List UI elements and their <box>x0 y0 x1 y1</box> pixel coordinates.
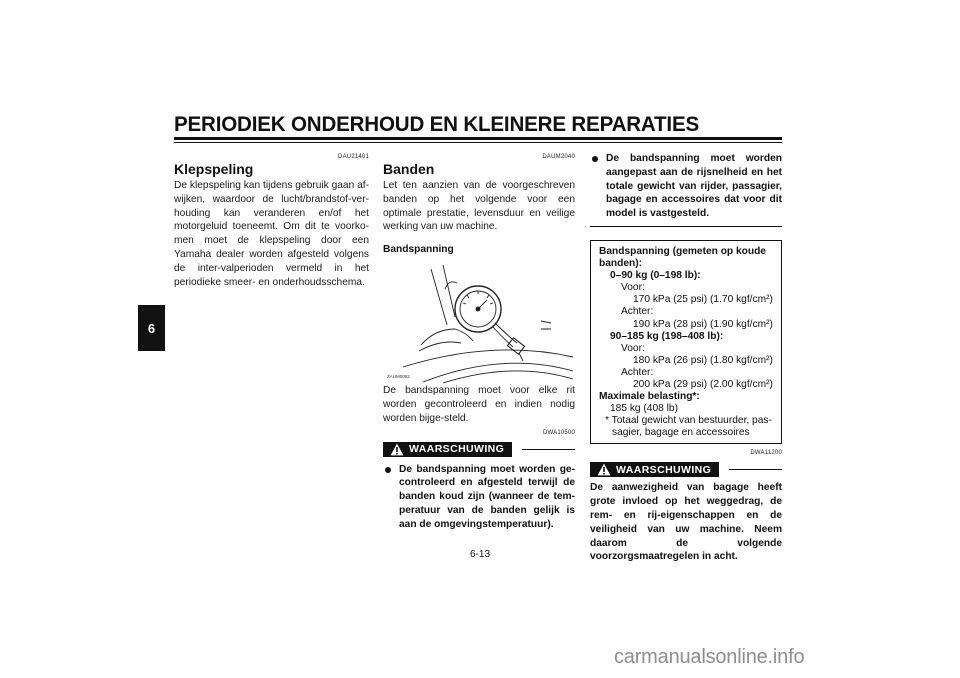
title-rule <box>174 137 782 140</box>
spec-title: Bandspanning (gemeten op koude banden): <box>599 245 766 270</box>
spec-front-value-2: 180 kPa (26 psi) (1.80 kgf/cm²) <box>633 354 773 366</box>
warning-label: WAARSCHUWING <box>409 443 505 456</box>
warning-triangle-icon <box>390 443 404 456</box>
page-title: PERIODIEK ONDERHOUD EN KLEINERE REPARATIES <box>174 113 700 136</box>
banden-intro-text: Let ten aanzien van de voorgeschreven banden op het volgende voor een optimale prestatie, levensduur en veilige werking van uw machine. <box>383 180 575 233</box>
klepspeling-text: De klepspeling kan tijdens gebruik gaan af-wijken, waardoor de lucht/brandstof-ver-houding kan veranderen en/of het motorgeluid toeneemt. Om dit te voorko-men moet de klepspeling door een Yamaha dealer worden afgesteld volgens de inter-valperioden vermeld in het periodieke smeer- en onderhoudsschema. <box>174 180 369 288</box>
list-item <box>590 152 782 221</box>
warning-header <box>383 442 575 457</box>
watermark: carmanualsonline.info <box>614 646 805 668</box>
tire-pressure-spec-box <box>590 240 782 445</box>
spec-max-load-value: 185 kg (408 lb) <box>610 403 678 415</box>
left-column <box>174 150 369 289</box>
right-column <box>590 152 782 564</box>
bullet-icon <box>592 156 598 162</box>
warning-code: DWA10500 <box>542 429 575 436</box>
illustration-code: ZAUM0082 <box>387 374 410 380</box>
warning-header <box>590 462 782 477</box>
chapter-tab: 6 <box>138 305 165 351</box>
bullet-icon <box>385 467 391 473</box>
tire-pressure-gauge-illustration <box>383 259 575 384</box>
spec-front-value-1: 170 kPa (25 psi) (1.70 kgf/cm²) <box>633 294 773 306</box>
spec-max-load-label: Maximale belasting*: <box>599 391 700 403</box>
baggage-warning-text: De aanwezigheid van bagage heeft grote invloed op het weggedrag, de rem- en rij-eigenschappen en de veiligheid van uw machine. Neem daarom de volgende voorzorgsmaatregelen in acht. <box>590 482 782 563</box>
warning-rule <box>729 469 782 470</box>
section-code: DAUM2040 <box>542 154 575 160</box>
middle-column <box>383 150 575 532</box>
warning-label: WAARSCHUWING <box>616 463 712 476</box>
spec-rear-value-1: 190 kPa (28 psi) (1.90 kgf/cm²) <box>633 318 773 330</box>
warning-badge <box>590 462 719 477</box>
warning-code: DWA11200 <box>750 450 782 457</box>
spec-rear-label-2: Achter: <box>621 366 654 378</box>
spec-range-2: 90–185 kg (198–408 lb): <box>610 330 724 342</box>
spec-footnote-line-2: sagier, bagage en accessoires <box>612 427 750 439</box>
spec-rear-value-2: 200 kPa (29 psi) (2.00 kgf/cm²) <box>633 379 773 391</box>
section-heading-klepspeling: Klepspeling <box>174 161 254 177</box>
check-instruction-text: De bandspanning moet voor elke rit worden gecontroleerd en indien nodig worden bijge-steld. <box>383 385 575 424</box>
section-end-rule <box>590 226 782 227</box>
section-heading-banden: Banden <box>383 161 435 177</box>
tire-gauge-icon <box>383 259 575 384</box>
warning-triangle-icon <box>597 463 611 476</box>
warning-badge <box>383 442 512 457</box>
page-number: 6-13 <box>469 549 490 560</box>
title-rule-thin <box>174 142 782 143</box>
spec-rear-label-1: Achter: <box>621 306 654 318</box>
subheading-bandspanning: Bandspanning <box>383 244 454 256</box>
warning-bullet-text: De bandspanning moet worden ge-controleerd en afgesteld terwijl de banden koud zijn (wanneer de tem-peratuur van de banden gelijk is aan de omgevingstemperatuur). <box>399 463 575 530</box>
section-code: DAU21401 <box>338 154 369 160</box>
spec-front-label-2: Voor: <box>621 342 645 354</box>
spec-footnote-line-1: * Totaal gewicht van bestuurder, pas- <box>605 415 772 427</box>
list-item <box>383 463 575 532</box>
load-bullet-text: De bandspanning moet worden aangepast aan de rijsnelheid en het totale gewicht van rijder, passagier, bagage en accessoires dat voor dit model is vastgesteld. <box>606 153 782 220</box>
warning-rule <box>522 449 575 450</box>
spec-front-label-1: Voor: <box>621 282 645 294</box>
spec-range-1: 0–90 kg (0–198 lb): <box>610 270 701 282</box>
